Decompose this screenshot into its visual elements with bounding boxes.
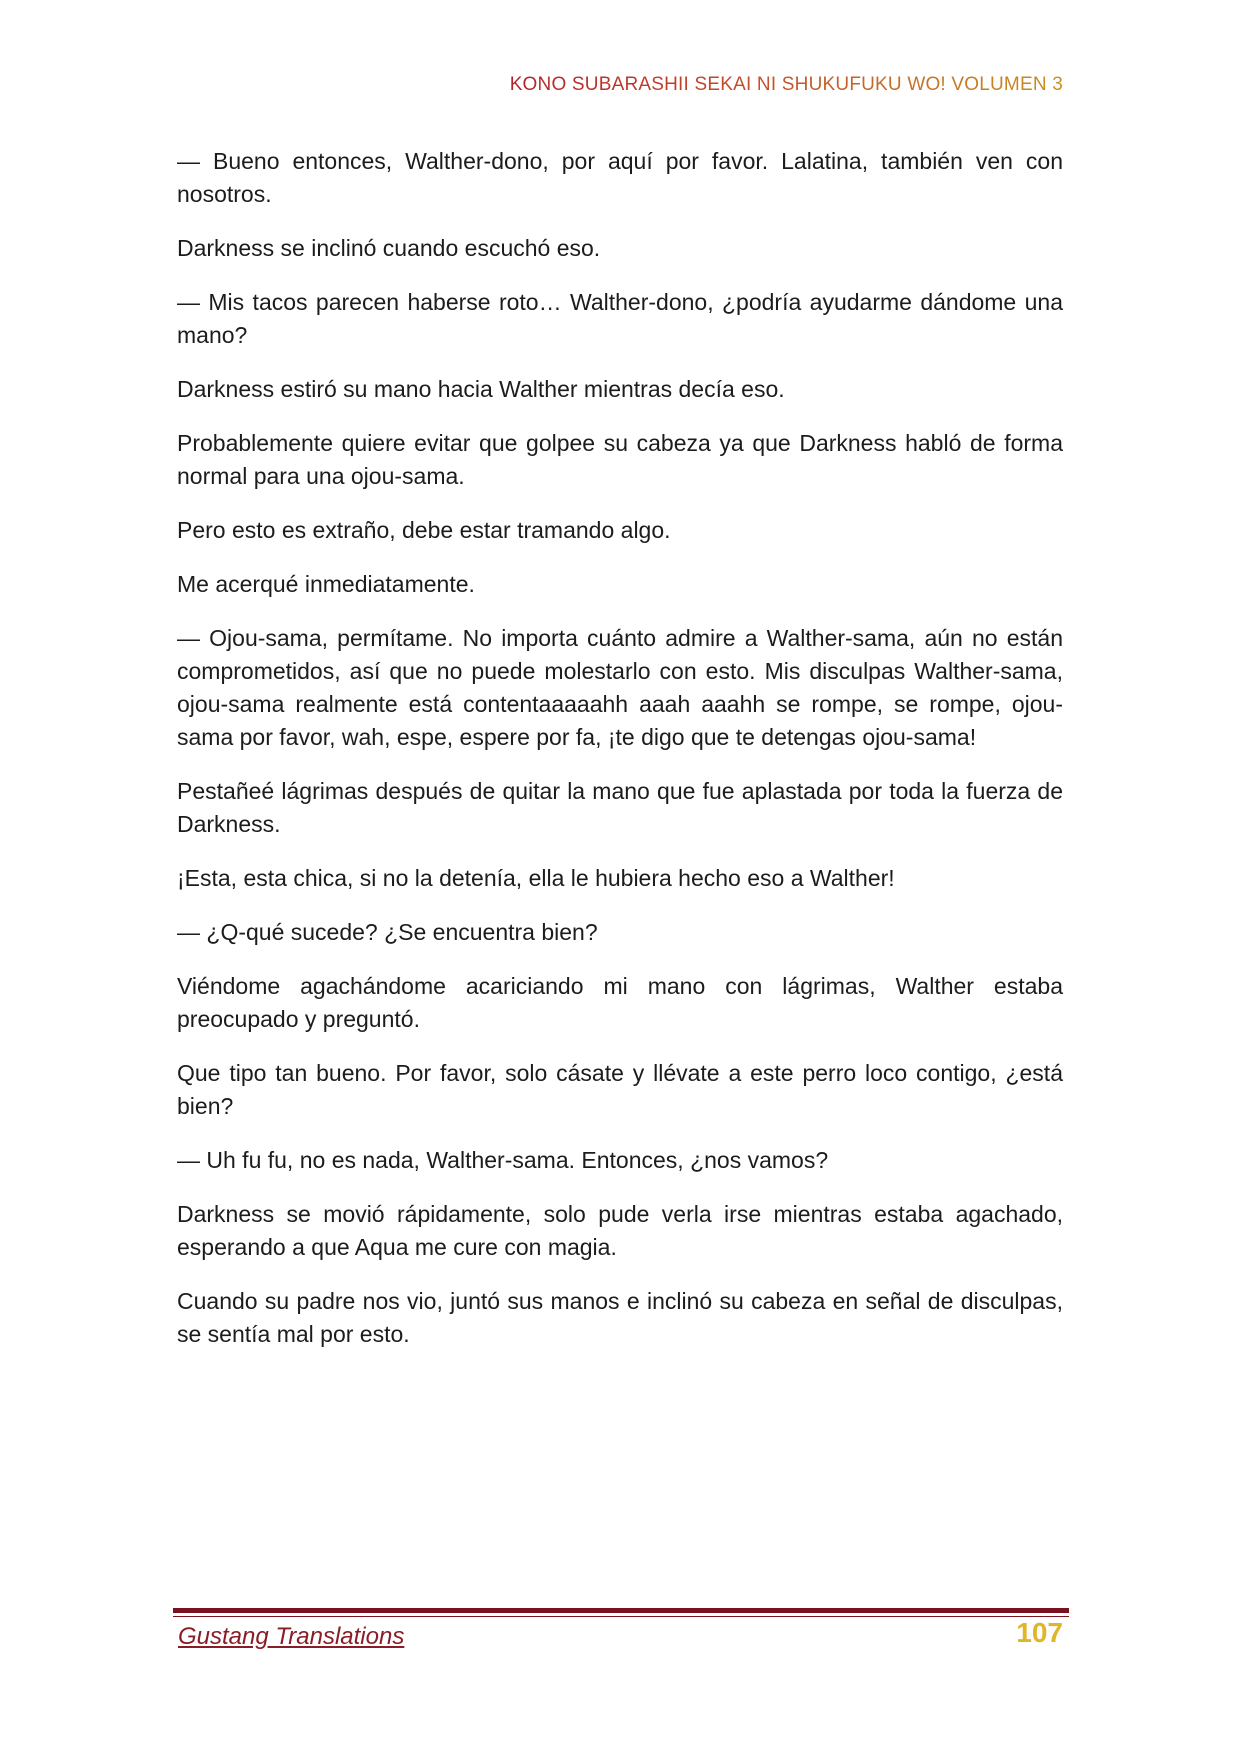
paragraph: Que tipo tan bueno. Por favor, solo cásate y llévate a este perro loco contigo, ¿está bien?	[177, 1060, 1063, 1119]
paragraph: Cuando su padre nos vio, juntó sus manos e inclinó su cabeza en señal de disculpas, se sentía mal por esto.	[177, 1288, 1063, 1347]
page-number: 107	[1016, 1617, 1063, 1648]
paragraph: Probablemente quiere evitar que golpee su cabeza ya que Darkness habló de forma normal para una ojou-sama.	[177, 430, 1063, 489]
paragraph: ¡Esta, esta chica, si no la detenía, ella le hubiera hecho eso a Walther!	[177, 865, 895, 891]
page-body	[177, 145, 1063, 1372]
paragraph: — Ojou-sama, permítame. No importa cuánto admire a Walther-sama, aún no están comprometidos, así que no puede molestarlo con esto. Mis disculpas Walther-sama, ojou-sama realmente está contentaaaaahh aaah aaahh se rompe, se rompe, ojou-sama por favor, wah, espe, espere por fa, ¡te digo que te detengas ojou-sama!	[177, 625, 1063, 750]
running-header: KONO SUBARASHII SEKAI NI SHUKUFUKU WO! VOLUMEN 3	[509, 74, 1063, 95]
paragraph: Darkness se inclinó cuando escuchó eso.	[177, 235, 601, 261]
footer-credit: Gustang Translations	[178, 1623, 405, 1650]
paragraph: — Mis tacos parecen haberse roto… Walther-dono, ¿podría ayudarme dándome una mano?	[177, 289, 1063, 348]
paragraph: — Bueno entonces, Walther-dono, por aquí por favor. Lalatina, también ven con nosotros.	[177, 148, 1063, 207]
footer-divider	[173, 1608, 1069, 1617]
paragraph: — ¿Q-qué sucede? ¿Se encuentra bien?	[177, 919, 598, 945]
paragraph: Me acerqué inmediatamente.	[177, 571, 475, 597]
paragraph: Pero esto es extraño, debe estar tramando algo.	[177, 517, 671, 543]
paragraph: Viéndome agachándome acariciando mi mano con lágrimas, Walther estaba preocupado y preguntó.	[177, 973, 1063, 1032]
paragraph: — Uh fu fu, no es nada, Walther-sama. Entonces, ¿nos vamos?	[177, 1147, 829, 1173]
paragraph: Darkness estiró su mano hacia Walther mientras decía eso.	[177, 376, 785, 402]
paragraph: Darkness se movió rápidamente, solo pude verla irse mientras estaba agachado, esperando a que Aqua me cure con magia.	[177, 1201, 1063, 1260]
paragraph: Pestañeé lágrimas después de quitar la mano que fue aplastada por toda la fuerza de Darkness.	[177, 778, 1063, 837]
